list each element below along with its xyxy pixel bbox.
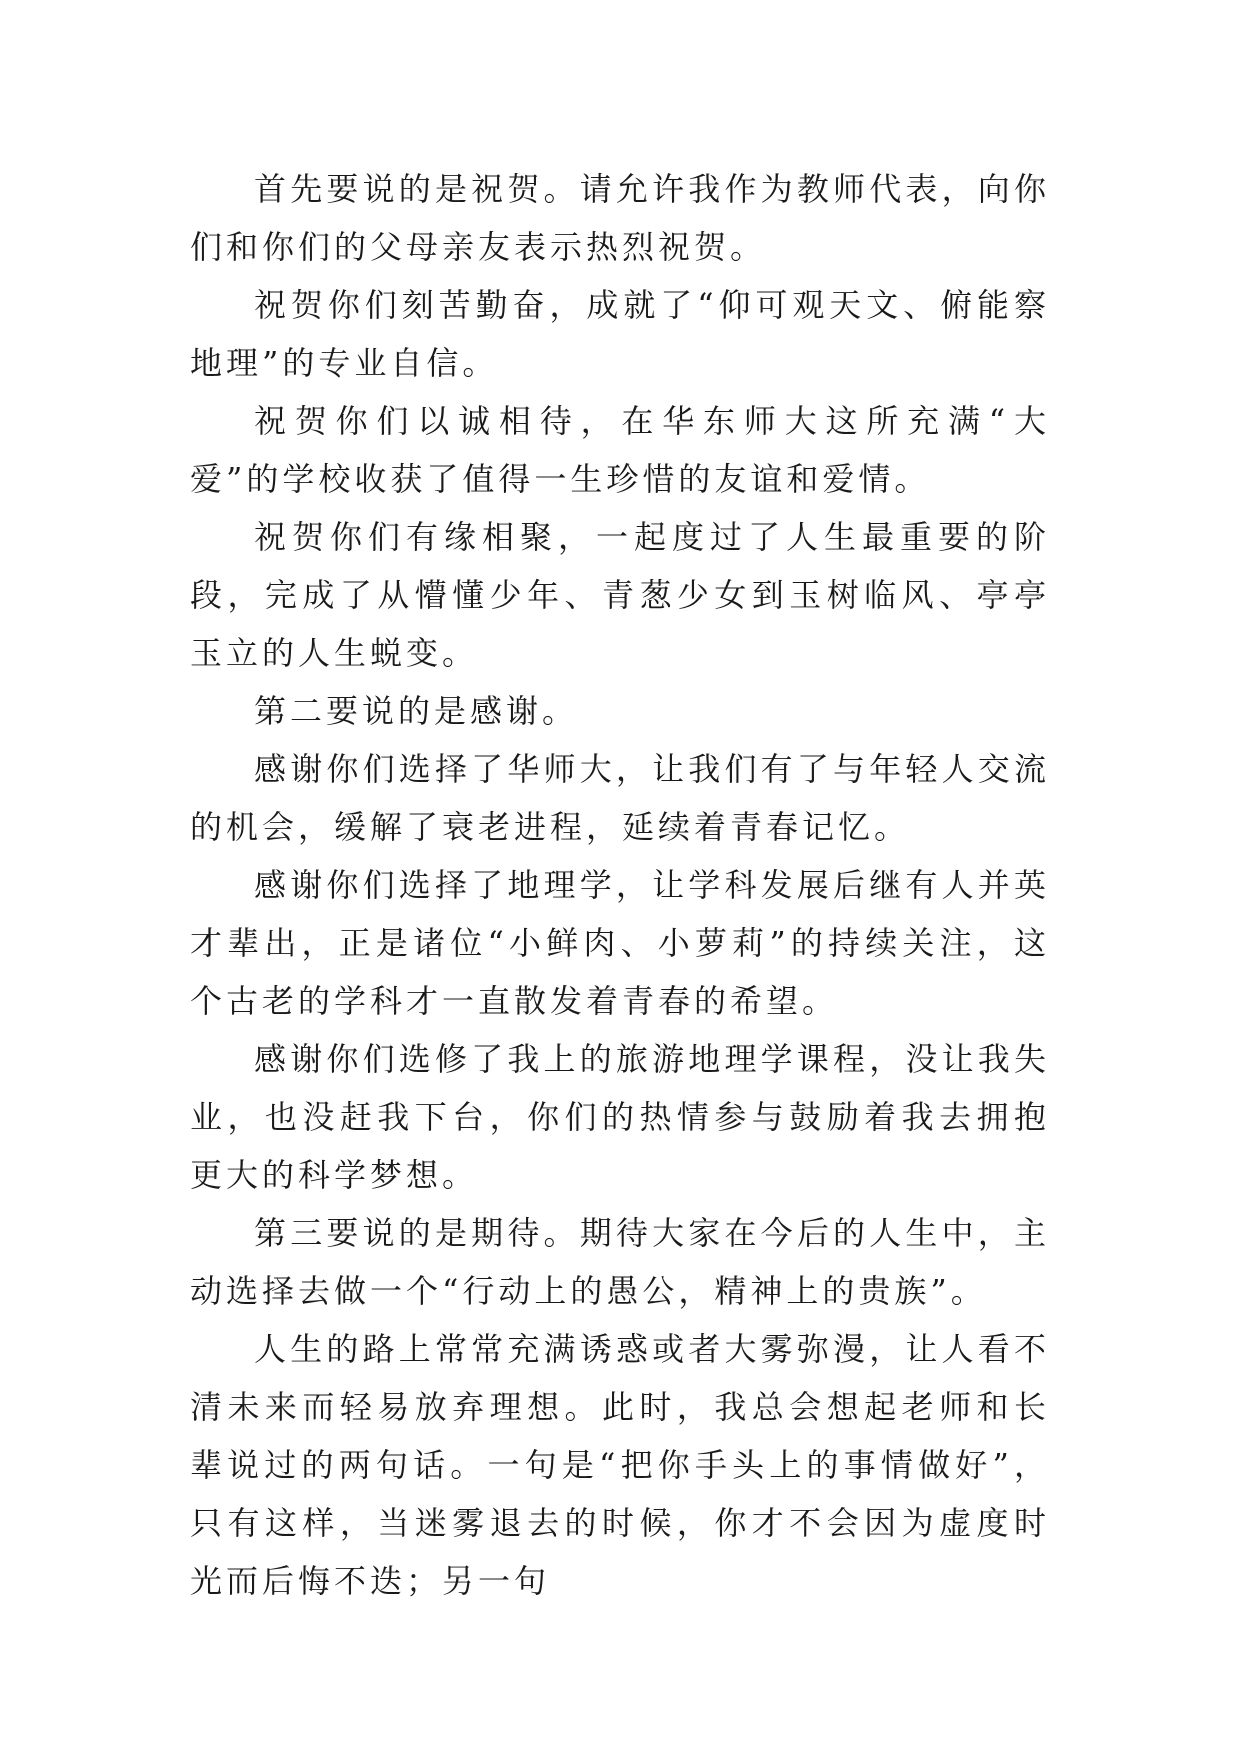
document-body	[190, 160, 1050, 1610]
paragraph: 感谢你们选择了华师大，让我们有了与年轻人交流的机会，缓解了衰老进程，延续着青春记忆。	[190, 750, 1050, 846]
paragraph: 感谢你们选择了地理学，让学科发展后继有人并英才辈出，正是诸位“小鲜肉、小萝莉”的持续关注，这个古老的学科才一直散发着青春的希望。	[190, 866, 1050, 1020]
paragraph: 第二要说的是感谢。	[254, 692, 579, 730]
paragraph: 祝贺你们以诚相待，在华东师大这所充满“大爱”的学校收获了值得一生珍惜的友谊和爱情。	[190, 402, 1050, 498]
paragraph: 祝贺你们有缘相聚，一起度过了人生最重要的阶段，完成了从懵懂少年、青葱少女到玉树临风、亭亭玉立的人生蜕变。	[190, 518, 1050, 672]
paragraph: 感谢你们选修了我上的旅游地理学课程，没让我失业，也没赶我下台，你们的热情参与鼓励着我去拥抱更大的科学梦想。	[190, 1040, 1050, 1194]
paragraph: 祝贺你们刻苦勤奋，成就了“仰可观天文、俯能察地理”的专业自信。	[190, 286, 1050, 382]
paragraph: 第三要说的是期待。期待大家在今后的人生中，主动选择去做一个“行动上的愚公，精神上的贵族”。	[190, 1214, 1050, 1310]
paragraph: 人生的路上常常充满诱惑或者大雾弥漫，让人看不清未来而轻易放弃理想。此时，我总会想起老师和长辈说过的两句话。一句是“把你手头上的事情做好”，只有这样，当迷雾退去的时候，你才不会因为虚度时光而后悔不迭；另一句	[190, 1330, 1050, 1600]
paragraph: 首先要说的是祝贺。请允许我作为教师代表，向你们和你们的父母亲友表示热烈祝贺。	[190, 170, 1050, 266]
